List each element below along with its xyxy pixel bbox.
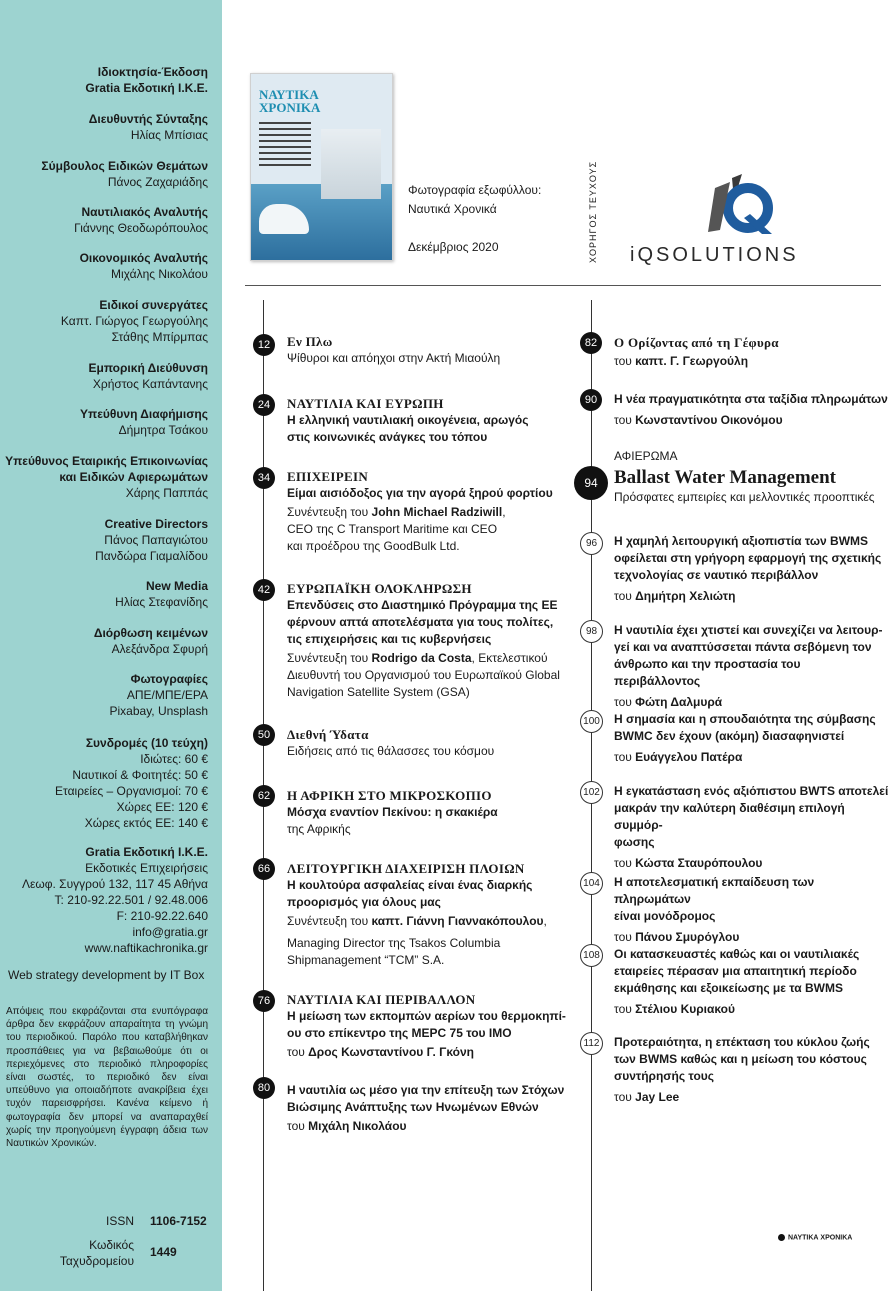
toc-entry[interactable]: Η χαμηλή λειτουργική αξιοπιστία των BWMS οφείλεται στη γρήγορη εφαρμογή της σχετικής τεχνολογίας σε ναυτικό περιβάλλον του Δημήτρη Χελιώτη <box>614 534 882 603</box>
issn-label: ISSN <box>105 1214 134 1228</box>
toc-entry[interactable]: ΛΕΙΤΟΥΡΓΙΚΗ ΔΙΑΧΕΙΡΙΣΗ ΠΛΟΙΩΝ Η κουλτούρα ασφαλείας είναι ένας διαρκής προορισμός για όλους μας Συνέντευξη του καπτ. Γιάννη Γιαννακόπουλου, Managing Director της Tsakos Columbia Shipmanagement “TCM” S.A. <box>287 861 547 967</box>
page-number: 66 <box>253 858 275 880</box>
page-number: 96 <box>580 532 603 555</box>
page-number: 12 <box>253 334 275 356</box>
photo-credit: Φωτογραφία εξωφύλλου: Ναυτικά Χρονικά <box>408 183 542 216</box>
toc-entry[interactable]: Η αποτελεσματική εκπαίδευση των πληρωμάτων είναι μονόδρομος του Πάνου Σμυρόγλου <box>614 875 815 944</box>
toc-entry[interactable]: Εν Πλω Ψίθυροι και απόηχοι στην Ακτή Μιαούλη <box>287 334 501 365</box>
cover-headlines <box>259 122 311 170</box>
page-number: 34 <box>253 467 275 489</box>
proofreading: Διόρθωση κειμένων Αλεξάνδρα Σφυρή <box>93 626 208 656</box>
page-number: 108 <box>580 944 603 967</box>
page-number: 80 <box>253 1077 275 1099</box>
footer-brand: ΝΑΥΤΙΚΑ ΧΡΟΝΙΚΑ <box>778 1234 852 1241</box>
comms: Υπεύθυνος Εταιρικής Επικοινωνίας και Ειδικών Αφιερωμάτων Χάρης Παππάς <box>5 454 208 500</box>
page-number: 82 <box>580 332 602 354</box>
page-number: 62 <box>253 785 275 807</box>
toc-entry[interactable]: Η εγκατάσταση ενός αξιόπιστου BWTS αποτελεί μακράν την καλύτερη διαθέσιμη επιλογή συμμόρ- φωσης του Κώστα Σταυρόπουλου <box>614 784 889 870</box>
toc-entry[interactable]: Η ναυτιλία ως μέσο για την επίτευξη των Στόχων Βιώσιμης Ανάπτυξης των Ηνωμένων Εθνών του Μιχάλη Νικολάου <box>287 1083 565 1133</box>
page-number: 98 <box>580 620 603 643</box>
photos: Φωτογραφίες ΑΠΕ/ΜΠΕ/EPA Pixabay, Unsplash <box>109 672 208 718</box>
page-number: 94 <box>574 466 608 500</box>
toc-entry[interactable]: Προτεραιότητα, η επέκταση του κύκλου ζωής των BWMS καθώς και η μείωση του κόστους συντήρησής τους του Jay Lee <box>614 1035 870 1104</box>
masthead-sidebar <box>0 0 222 1291</box>
toc-entry[interactable]: Η νέα πραγματικότητα στα ταξίδια πληρωμάτων του Κωνσταντίνου Οικονόμου <box>614 392 888 427</box>
sponsor-label: ΧΟΡΗΓΟΣ ΤΕΥΧΟΥΣ <box>588 160 598 263</box>
cover-ship <box>321 129 381 199</box>
toc-entry[interactable]: Διεθνή Ύδατα Ειδήσεις από τις θάλασσες του κόσμου <box>287 727 495 758</box>
issue-date: Δεκέμβριος 2020 <box>408 240 499 254</box>
page-number: 24 <box>253 394 275 416</box>
iq-solutions-logo <box>630 170 850 270</box>
toc-entry[interactable]: ΕΠΙΧΕΙΡΕΙΝ Είμαι αισιόδοξος για την αγορά ξηρού φορτίου Συνέντευξη του John Michael Radziwill, CEO της C Transport Maritime και CEO και προέδρου της GoodBulk Ltd. <box>287 469 553 553</box>
company-contact: Gratia Εκδοτική Ι.Κ.Ε. Εκδοτικές Επιχειρήσεις Λεωφ. Συγγρού 132, 117 45 Αθήνα T: 210-92.22.501 / 92.48.006 F: 210-92.22.640 info@gratia.gr www.naftikachronika.gr <box>21 845 208 955</box>
logo-text: iQSOLUTIONS <box>630 244 799 266</box>
commercial: Εμπορική Διεύθυνση Χρήστος Καπάντανης <box>88 361 208 391</box>
page-number: 42 <box>253 579 275 601</box>
cover-title: ΝΑΥΤΙΚΑ ΧΡΟΝΙΚΑ <box>259 87 321 115</box>
page-number: 112 <box>580 1032 603 1055</box>
page-number: 100 <box>580 710 603 733</box>
new-media: New Media Ηλίας Στεφανίδης <box>115 579 208 609</box>
maritime-analyst: Ναυτιλιακός Αναλυτής Γιάννης Θεοδωρόπουλος <box>74 205 208 235</box>
economic-analyst: Οικονομικός Αναλυτής Μιχάλης Νικολάου <box>79 251 208 281</box>
toc-entry[interactable]: ΝΑΥΤΙΛΙΑ ΚΑΙ ΕΥΡΩΠΗ Η ελληνική ναυτιλιακή οικογένεια, αρωγός στις κοινωνικές ανάγκες του τόπου <box>287 396 529 444</box>
advisor: Σύμβουλος Ειδικών Θεμάτων Πάνος Ζαχαριάδης <box>41 159 208 189</box>
issn-value: 1106-7152 <box>150 1214 207 1228</box>
special-feature-label: ΑΦΙΕΡΩΜΑ <box>614 449 678 463</box>
page-number: 76 <box>253 990 275 1012</box>
page-number: 102 <box>580 781 603 804</box>
disclaimer: Απόψεις που εκφράζονται στα ενυπόγραφα άρθρα δεν εκφράζουν απαραίτητα τη γνώμη του περιοδικού. Παρόλο που καταβλήθηκαν προσπάθειες για να βεβαιωθούμε ότι οι περιεχόμενες στο περιοδικό πληροφορίες είναι σωστές, το περιοδικό δεν είναι υπεύθυνο για οποιαδήποτε ανακρίβεια έχει τυχόν παρεισφρήσει. Κανένα κείμενο ή φωτογραφία δεν μπορεί να αναπαραχθεί χωρίς την προηγούμενη έγγραφη άδεια των Ναυτικών Χρονικών. <box>6 1006 208 1150</box>
toc-entry-featured[interactable]: Ballast Water Management Πρόσφατες εμπειρίες και μελλοντικές προοπτικές <box>614 467 875 504</box>
toc-entry[interactable]: Η ναυτιλία έχει χτιστεί και συνεχίζει να λειτουρ- γεί και να αναπτύσσεται πάντα σεβόμενη τον άνθρωπο και την προστασία του περιβάλλοντος του Φώτη Δαλμυρά <box>614 623 883 709</box>
toc-entry[interactable]: Η σημασία και η σπουδαιότητα της σύμβασης BWMC δεν έχουν (ακόμη) διασαφηνιστεί του Ευάγγελου Πατέρα <box>614 712 876 764</box>
header-divider <box>245 285 881 286</box>
cover-thumbnail <box>250 73 393 261</box>
web-strategy: Web strategy development by IT Box <box>8 968 205 982</box>
toc-entry[interactable]: Ο Ορίζοντας από τη Γέφυρα του καπτ. Γ. Γεωργούλη <box>614 335 779 368</box>
toc-entry[interactable]: Η ΑΦΡΙΚΗ ΣΤΟ ΜΙΚΡΟΣΚΟΠΙΟ Μόσχα εναντίον Πεκίνου: η σκακιέρα της Αφρικής <box>287 788 498 836</box>
brand-logo-icon <box>778 1234 785 1241</box>
ads: Υπεύθυνη Διαφήμισης Δήμητρα Τσάκου <box>80 407 208 437</box>
editor: Διευθυντής Σύνταξης Ηλίας Μπίσιας <box>88 112 208 142</box>
toc-entry[interactable]: ΝΑΥΤΙΛΙΑ ΚΑΙ ΠΕΡΙΒΑΛΛΟΝ Η μείωση των εκπομπών αερίων του θερμοκηπί- ου στο επίκεντρο της MEPC 75 του IMO του Δρος Κωνσταντίνου Γ. Γκόνη <box>287 992 566 1059</box>
page-number: 50 <box>253 724 275 746</box>
postal-value: 1449 <box>150 1245 177 1259</box>
contributors: Ειδικοί συνεργάτες Καπτ. Γιώργος Γεωργούλης Στάθης Μπίρμπας <box>60 298 208 344</box>
creative-directors: Creative Directors Πάνος Παπαγιώτου Πανδώρα Γιαμαλίδου <box>95 517 208 563</box>
page-number: 90 <box>580 389 602 411</box>
toc-entry[interactable]: Οι κατασκευαστές καθώς και οι ναυτιλιακές εταιρείες πέρασαν μια απαιτητική περίοδο εκμάθησης και εξοικείωσης με τα BWMS του Στέλιου Κυριακού <box>614 947 860 1016</box>
page-number: 104 <box>580 872 603 895</box>
toc-entry[interactable]: ΕΥΡΩΠΑΪΚΗ ΟΛΟΚΛΗΡΩΣΗ Επενδύσεις στο Διαστημικό Πρόγραμμα της ΕΕ φέρνουν απτά αποτελέσματα για τους πολίτες, τις επιχειρήσεις και τις κυβερνήσεις Συνέντευξη του Rodrigo da Costa, Εκτελεστικού Διευθυντή του Οργανισμού του Ευρωπαϊκού Global Navigation Satellite System (GSA) <box>287 581 560 699</box>
publisher: Ιδιοκτησία-Έκδοση Gratia Εκδοτική Ι.Κ.Ε. <box>85 65 208 95</box>
subscriptions: Συνδρομές (10 τεύχη) Ιδιώτες: 60 € Ναυτικοί & Φοιτητές: 50 € Εταιρείες – Οργανισμοί: 70 € Χώρες ΕΕ: 120 € Χώρες εκτός ΕΕ: 140 € <box>55 736 208 830</box>
postal-label: Κωδικός Ταχυδρομείου <box>59 1238 134 1268</box>
